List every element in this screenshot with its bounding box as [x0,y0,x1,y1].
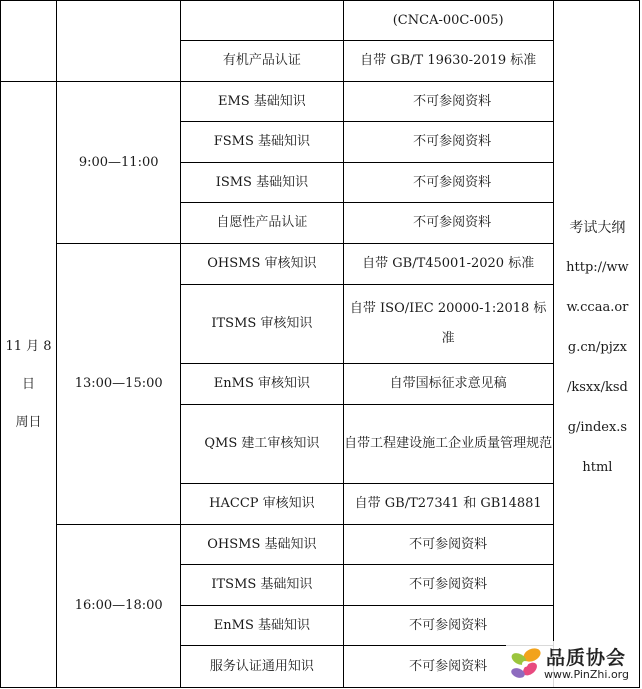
material-cell: 自带 GB/T 19630-2019 标准 [343,41,553,82]
pinzhi-logo-icon [508,645,544,683]
material-cell: 不可参阅资料 [343,606,553,646]
syllabus-url-line: g/index.s [567,420,628,435]
material-cell: 不可参阅资料 [343,525,553,565]
table-row [1,525,640,565]
logo-url: www.PinZhi.org [544,668,629,681]
exam-date-weekday: 周日 [15,414,42,430]
material-cell: 自带 ISO/IEC 20000-1:2018 标准 [343,285,553,364]
material-cell: 不可参阅资料 [343,646,553,688]
exam-date-cell [1,82,57,688]
subject-cell: ITSMS 审核知识 [181,285,343,364]
syllabus-cell [553,1,639,688]
subject-cell [181,1,343,41]
subject-cell: EnMS 基础知识 [181,606,343,646]
exam-date-day: 11 月 8 [5,338,52,354]
material-cell: (CNCA-00C-005) [343,1,553,41]
subject-cell: OHSMS 审核知识 [181,244,343,285]
time-slot-cell: 9:00—11:00 [57,82,181,244]
subject-cell: ISMS 基础知识 [181,163,343,203]
subject-cell: EMS 基础知识 [181,82,343,122]
syllabus-title: 考试大纲 [569,220,626,236]
subject-cell: QMS 建工审核知识 [181,405,343,484]
subject-cell: 自愿性产品认证 [181,203,343,244]
date-cell-empty [1,1,57,82]
material-cell: 不可参阅资料 [343,122,553,163]
logo-name: 品质协会 [546,647,627,669]
subject-cell: ITSMS 基础知识 [181,565,343,606]
material-cell: 自带 GB/T27341 和 GB14881 [343,484,553,525]
material-cell: 自带国标征求意见稿 [343,364,553,405]
subject-cell: HACCP 审核知识 [181,484,343,525]
subject-cell: 有机产品认证 [181,41,343,82]
syllabus-url-line: /ksxx/ksd [567,380,628,395]
material-cell: 不可参阅资料 [343,565,553,606]
time-slot-cell: 16:00—18:00 [57,525,181,688]
subject-cell: FSMS 基础知识 [181,122,343,163]
table-row [1,244,640,285]
syllabus-url-line: g.cn/pjzx [567,340,627,355]
subject-cell: 服务认证通用知识 [181,646,343,688]
subject-cell: OHSMS 基础知识 [181,525,343,565]
table-row [1,1,640,41]
syllabus-url-line: w.ccaa.or [566,300,629,315]
syllabus-url-line: html [582,460,613,475]
exam-date-ri: 日 [22,376,36,392]
material-cell: 不可参阅资料 [343,203,553,244]
material-cell: 自带工程建设施工企业质量管理规范 [343,405,553,484]
syllabus-url-line: http://ww [566,260,629,275]
table-row [1,82,640,122]
subject-cell: EnMS 审核知识 [181,364,343,405]
time-cell-empty [57,1,181,82]
time-slot-cell: 13:00—15:00 [57,244,181,525]
pinzhi-logo [506,641,634,687]
material-cell: 不可参阅资料 [343,163,553,203]
material-cell: 不可参阅资料 [343,82,553,122]
material-cell: 自带 GB/T45001-2020 标准 [343,244,553,285]
